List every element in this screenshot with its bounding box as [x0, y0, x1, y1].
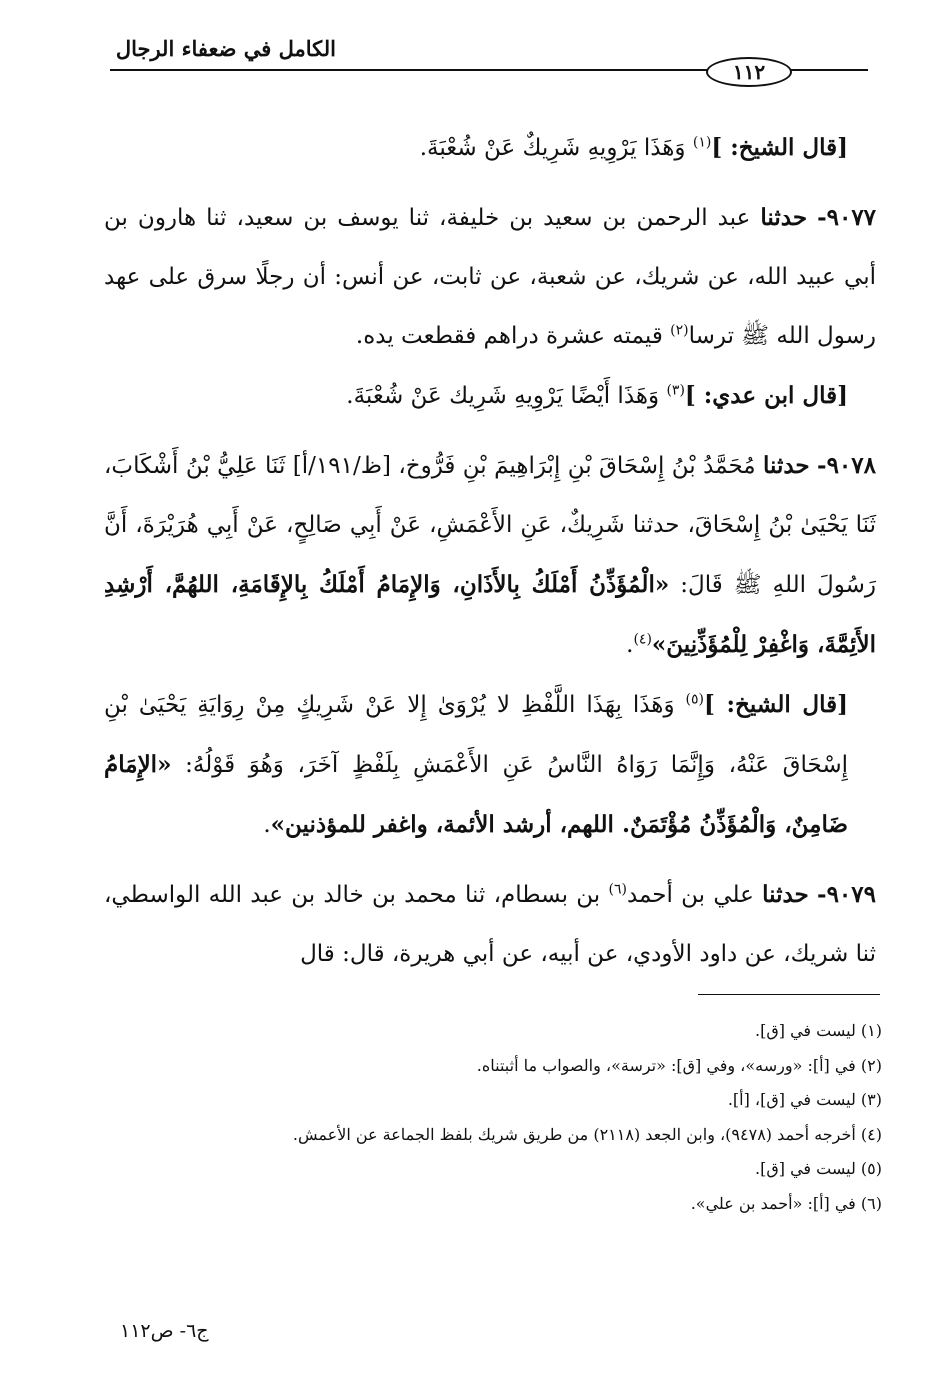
hadith-lead: حدثنا: [763, 452, 810, 479]
hadith-text: قيمته عشرة دراهم فقطعت يده.: [355, 323, 663, 349]
footnote-ref: (٤): [633, 631, 652, 648]
running-header-title: الكامل في ضعفاء الرجال: [115, 36, 336, 61]
hadith-number: ٩٠٧٩-: [817, 881, 876, 908]
hadith-number: ٩٠٧٨-: [817, 452, 876, 479]
footnote-ref: (٦): [608, 881, 627, 898]
paragraph-text: وَهَذَا أَيْضًا يَرْوِيهِ شَرِيك عَنْ شُعْبَةَ.: [346, 383, 660, 409]
hadith-entry: ٩٠٧٨- حدثنا مُحَمَّدُ بْنُ إِسْحَاقَ بْنِ إِبْرَاهِيمَ بْنِ فَرُّوخ، [ظ/١٩١/أ] ثَنَا عَلِيُّ بْنُ أَشْكَابَ، ثَنَا يَحْيَىٰ بْنُ إِسْحَاقَ، حدثنا شَرِيكٌ، عَنِ الأَعْمَشِ، عَنْ أَبِي صَالِحٍ، عَنْ أَبِي هُرَيْرَةَ، أَنَّ رَسُولَ اللهِ ﷺ قَالَ: «الْمُؤَذِّنُ أَمْلَكُ بِالأَذَانِ، وَالإِمَامُ أَمْلَكُ بِالإِقَامَةِ، اللهُمَّ، أَرْشِدِ الأَئِمَّةَ، وَاغْفِرْ لِلْمُؤَذِّنِينَ»$^{(٤)}$.: [104, 452, 877, 658]
hadith-text: علي بن أحمد: [626, 882, 754, 908]
page-number-badge: ١١٢: [706, 57, 792, 87]
paragraph-text: وَهَذَا بِهَذَا اللَّفْظِ لا يُرْوَىٰ إِلا عَنْ شَرِيكٍ مِنْ رِوَايَةِ يَحْيَىٰ بْنِ إِسْحَاقَ عَنْهُ، وَإِنَّمَا رَوَاهُ النَّاسُ عَنِ الأَعْمَشِ بِلَفْظٍ آخَرَ، وَهُوَ قَوْلُهُ:: [104, 692, 849, 778]
volume-page-reference: ج٦- ص١١٢: [120, 1320, 209, 1342]
footnote-rule: [698, 994, 880, 995]
footnote: (٥) ليست في [ق].: [755, 1159, 882, 1178]
hadith-lead: حدثنا: [760, 204, 808, 231]
footnote-ref: (٣): [666, 382, 685, 399]
hadith-text: بن بسطام، ثنا محمد بن خالد بن عبد الله الواسطي، ثنا شريك، عن داود الأودي، عن أبيه، عن أبي هريرة، قال: قال: [104, 882, 876, 967]
main-text: [104, 118, 876, 984]
footnote-ref: (٥): [685, 691, 704, 708]
paragraph: [104, 118, 876, 178]
paragraph: [104, 366, 876, 426]
hadith-text: عبد الرحمن بن سعيد بن خليفة، ثنا يوسف بن سعيد، ثنا هارون بن أبي عبيد الله، عن شريك، عن شعبة، عن ثابت، عن أنس: أن رجلًا سرق على عهد رسول الله ﷺ ترسا: [104, 205, 876, 349]
speaker-label: [قال الشيخ: ]: [711, 134, 848, 161]
footnote: (٢) في [أ]: «ورسه»، وفي [ق]: «ترسة»، والصواب ما أثبتناه.: [476, 1055, 882, 1075]
hadith-quote: «الْمُؤَذِّنُ أَمْلَكُ بِالأَذَانِ، وَالإِمَامُ أَمْلَكُ بِالإِقَامَةِ، اللهُمَّ، أَرْشِدِ الأَئِمَّةَ، وَاغْفِرْ لِلْمُؤَذِّنِينَ»: [104, 571, 876, 658]
footnote-ref: (١): [692, 134, 712, 151]
footnote: (٣) ليست في [ق]، [أ].: [727, 1090, 882, 1109]
footnote-ref: (٢): [670, 322, 689, 339]
hadith-text: مُحَمَّدُ بْنُ إِسْحَاقَ بْنِ إِبْرَاهِيمَ بْنِ فَرُّوخ، [ظ/١٩١/أ] ثَنَا عَلِيُّ بْنُ أَشْكَابَ، ثَنَا يَحْيَىٰ بْنُ إِسْحَاقَ، حدثنا شَرِيكٌ، عَنِ الأَعْمَشِ، عَنْ أَبِي صَالِحٍ، عَنْ أَبِي هُرَيْرَةَ، أَنَّ رَسُولَ اللهِ ﷺ قَالَ:: [104, 453, 877, 598]
paragraph-text: وَهَذَا يَرْوِيهِ شَرِيكٌ عَنْ شُعْبَةَ.: [419, 135, 686, 161]
hadith-quote: «الإِمَامُ ضَامِنٌ، وَالْمُؤَذِّنُ مُؤْتَمَنٌ. اللهم، أرشد الأئمة، واغفر للمؤذنين»: [104, 751, 848, 838]
footnote: (٤) أخرجه أحمد (٩٤٧٨)، وابن الجعد (٢١١٨) من طريق شريك بلفظ الجماعة عن الأعمش.: [292, 1124, 882, 1144]
speaker-label: [قال الشيخ: ]: [704, 691, 849, 718]
footnotes: [110, 1014, 882, 1221]
footnote: (١) ليست في [ق].: [755, 1021, 882, 1040]
footnote: (٦) في [أ]: «أحمد بن علي».: [690, 1193, 882, 1213]
paragraph: [قال الشيخ: ]$^{(٥)}$ وَهَذَا بِهَذَا اللَّفْظِ لا يُرْوَىٰ إِلا عَنْ شَرِيكٍ مِنْ رِوَايَةِ يَحْيَىٰ بْنِ إِسْحَاقَ عَنْهُ، وَإِنَّمَا رَوَاهُ النَّاسُ عَنِ الأَعْمَشِ بِلَفْظٍ آخَرَ، وَهُوَ قَوْلُهُ: «الإِمَامُ ضَامِنٌ، وَالْمُؤَذِّنُ مُؤْتَمَنٌ. اللهم، أرشد الأئمة، واغفر للمؤذنين».: [104, 691, 849, 838]
hadith-entry: [104, 865, 876, 984]
speaker-label: [قال ابن عدي: ]: [684, 382, 848, 409]
hadith-number: ٩٠٧٧-: [817, 204, 877, 231]
hadith-lead: حدثنا: [762, 881, 809, 908]
hadith-entry: [104, 188, 876, 366]
